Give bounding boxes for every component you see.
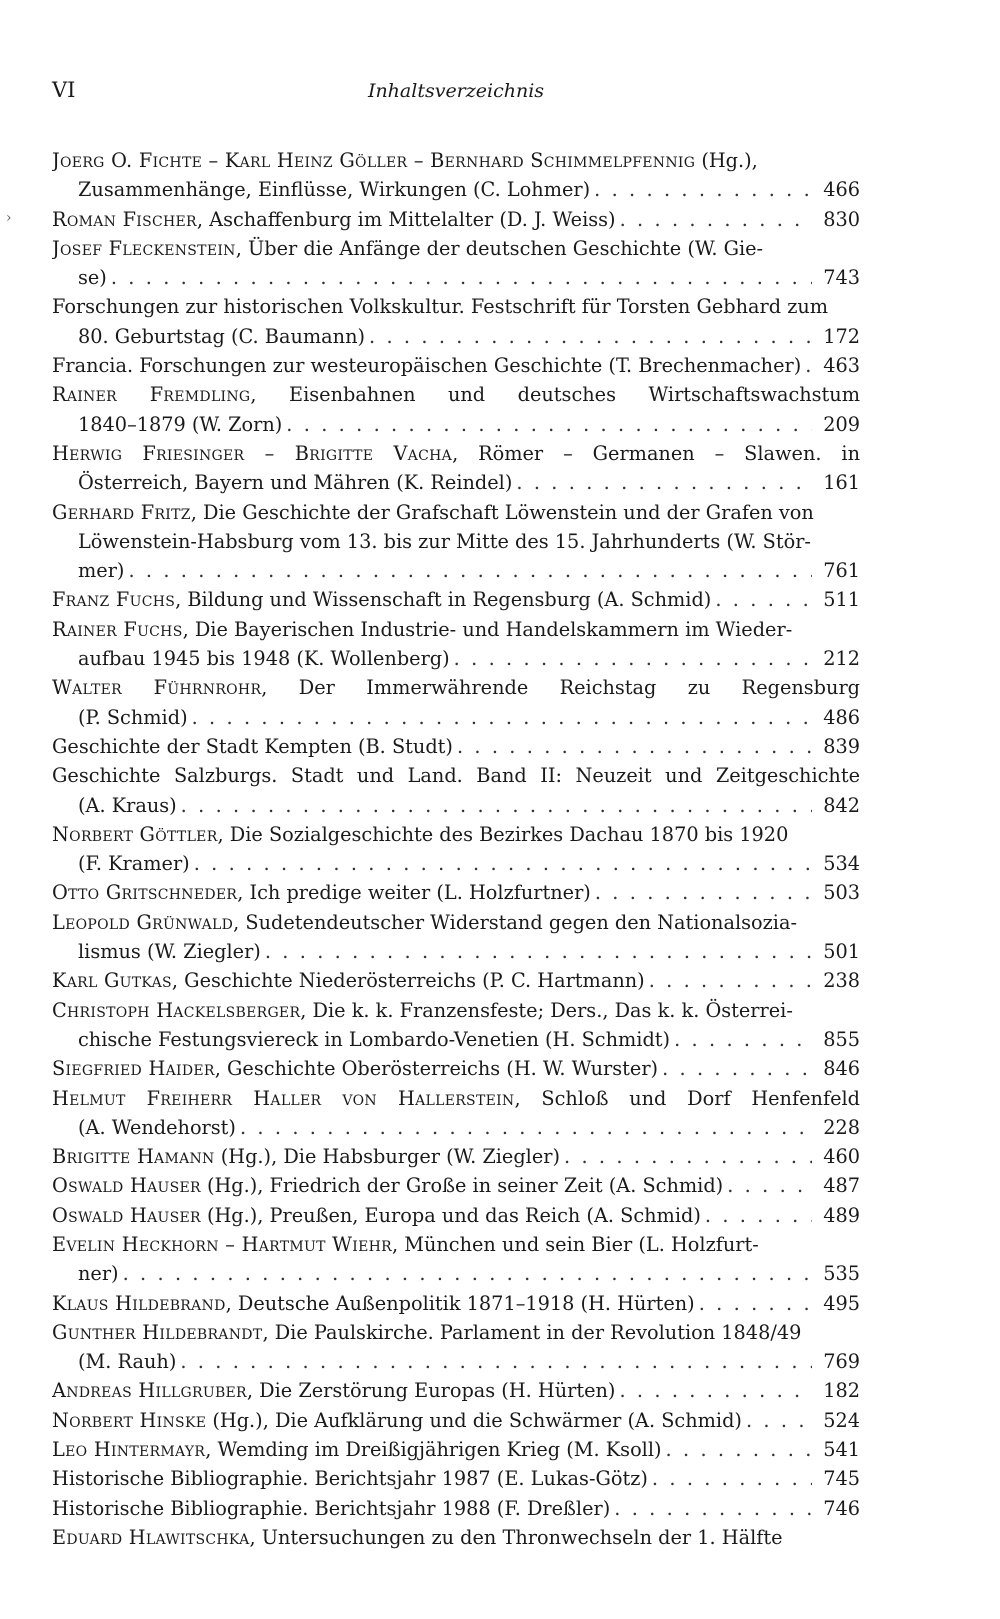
toc-entry — [52, 1084, 860, 1143]
entry-title: , Über die Anfänge der deutschen Geschichte (W. Gie- — [235, 236, 764, 260]
page-number: VI — [52, 78, 76, 102]
entry-title: Historische Bibliographie. Berichtsjahr 1987 (E. Lukas-Götz) — [52, 1467, 648, 1491]
toc-line — [52, 615, 860, 644]
entry-author: Gerhard Fritz — [52, 500, 191, 524]
page-ref: 830 — [823, 207, 860, 231]
dot-leader — [265, 937, 812, 966]
entry-title: , Schloß und Dorf Henfenfeld — [514, 1086, 860, 1110]
entry-title: (P. Schmid) — [78, 705, 188, 729]
entry-title: , Ich predige weiter (L. Holzfurtner) — [237, 881, 591, 905]
dot-leader — [192, 703, 812, 732]
toc-entry — [52, 380, 860, 439]
toc-entry — [52, 1406, 860, 1435]
page-ref: 486 — [823, 705, 860, 729]
entry-title: , Geschichte Niederösterreichs (P. C. Hartmann) — [171, 969, 645, 993]
entry-title: se) — [78, 266, 107, 290]
toc-line — [52, 263, 860, 292]
entry-title: 80. Geburtstag (C. Baumann) — [78, 324, 366, 348]
toc-line — [52, 175, 860, 204]
toc-entry — [52, 615, 860, 674]
dot-leader — [111, 263, 812, 292]
toc-line — [52, 1230, 860, 1259]
entry-author: Leopold Grünwald — [52, 910, 234, 934]
toc-line — [52, 1523, 860, 1552]
dot-leader — [594, 175, 812, 204]
toc-entry — [52, 1054, 860, 1083]
dot-leader — [674, 1025, 812, 1054]
page-ref: 228 — [823, 1115, 860, 1139]
entry-author: Herwig Friesinger – Brigitte Vacha — [52, 441, 453, 465]
toc-line — [52, 380, 860, 409]
page-ref: 238 — [823, 969, 860, 993]
page-ref: 541 — [823, 1438, 860, 1462]
toc-entry — [52, 234, 860, 293]
toc-entry — [52, 1289, 860, 1318]
dot-leader — [240, 1113, 812, 1142]
toc-entry — [52, 1171, 860, 1200]
entry-title: , Römer – Germanen – Slawen. in — [452, 441, 860, 465]
dot-leader — [454, 644, 812, 673]
entry-title: Zusammenhänge, Einflüsse, Wirkungen (C. Lohmer) — [78, 178, 591, 202]
toc-line — [52, 1054, 860, 1083]
entry-title: Geschichte Salzburgs. Stadt und Land. Band II: Neuzeit und Zeitgeschichte — [52, 764, 860, 788]
toc-entry — [52, 820, 860, 879]
toc-entry — [52, 1318, 860, 1377]
entry-title: Österreich, Bayern und Mähren (K. Reindel) — [78, 471, 513, 495]
toc-entry — [52, 966, 860, 995]
entry-text-group — [78, 263, 107, 292]
entry-title: (Hg.), Friedrich der Große in seiner Zeit (A. Schmid) — [200, 1174, 724, 1198]
toc-line — [52, 1289, 860, 1318]
entry-text-group — [78, 849, 190, 878]
entry-title: (Hg.), Die Habsburger (W. Ziegler) — [214, 1145, 560, 1169]
entry-text-group — [78, 703, 188, 732]
dot-leader — [286, 410, 812, 439]
entry-author: Christoph Hackelsberger — [52, 998, 301, 1022]
entry-text-group — [78, 322, 365, 351]
dot-leader — [457, 732, 812, 761]
dot-leader — [620, 205, 812, 234]
entry-title: , Aschaffenburg im Mittelalter (D. J. Weiss) — [196, 207, 616, 231]
toc-line — [52, 849, 860, 878]
toc-line — [52, 703, 860, 732]
entry-text-group — [78, 1259, 119, 1288]
entry-author: Klaus Hildebrand — [52, 1291, 226, 1315]
dot-leader — [181, 791, 812, 820]
toc-entry — [52, 439, 860, 498]
page-ref: 501 — [823, 940, 860, 964]
entry-title: , Bildung und Wissenschaft in Regensburg (A. Schmid) — [175, 588, 712, 612]
toc-line — [52, 732, 860, 761]
toc-line — [52, 527, 860, 556]
entry-author: Karl Gutkas — [52, 969, 172, 993]
dot-leader — [666, 1435, 812, 1464]
dot-leader — [746, 1406, 812, 1435]
entry-text-group — [52, 1054, 658, 1083]
dot-leader — [128, 556, 812, 585]
toc-entry — [52, 878, 860, 907]
entry-author: Rainer Fuchs — [52, 617, 183, 641]
toc-line — [52, 351, 860, 380]
entry-title: Löwenstein-Habsburg vom 13. bis zur Mitte des 15. Jahrhunderts (W. Stör- — [78, 529, 811, 553]
entry-text-group — [78, 937, 261, 966]
page-ref: 487 — [823, 1174, 860, 1198]
toc-line — [52, 1113, 860, 1142]
entry-text-group — [52, 205, 616, 234]
toc-line — [52, 468, 860, 497]
toc-entry — [52, 1376, 860, 1405]
toc-line — [52, 1259, 860, 1288]
entry-author: Leo Hintermayr — [52, 1438, 206, 1462]
toc-line — [52, 1347, 860, 1376]
entry-title: lismus (W. Ziegler) — [78, 940, 261, 964]
page-ref: 182 — [823, 1379, 860, 1403]
entry-author: Brigitte Hamann — [52, 1145, 215, 1169]
entry-text-group — [78, 1347, 176, 1376]
dot-leader — [652, 1464, 812, 1493]
dot-leader — [649, 966, 812, 995]
toc-entry — [52, 146, 860, 205]
toc-line — [52, 292, 860, 321]
dot-leader — [699, 1289, 812, 1318]
entry-text-group — [52, 351, 801, 380]
dot-leader — [369, 322, 812, 351]
dot-leader — [619, 1376, 812, 1405]
entry-text-group — [52, 966, 645, 995]
entry-author: Norbert Hinske — [52, 1408, 207, 1432]
entry-title: (A. Kraus) — [78, 793, 177, 817]
entry-title: chische Festungsviereck in Lombardo-Venetien (H. Schmidt) — [78, 1027, 671, 1051]
entry-title: , Der Immerwährende Reichstag zu Regensburg — [261, 676, 860, 700]
entry-text-group — [78, 791, 177, 820]
dot-leader — [715, 585, 812, 614]
toc-line — [52, 1318, 860, 1347]
entry-title: , Sudetendeutscher Widerstand gegen den Nationalsozia- — [233, 910, 797, 934]
entry-author: Roman Fischer — [52, 207, 197, 231]
page-ref: 172 — [823, 324, 860, 348]
running-title: Inhaltsverzeichnis — [367, 80, 545, 102]
entry-text-group — [52, 1171, 723, 1200]
margin-mark: › — [6, 210, 12, 226]
entry-text-group — [78, 1025, 670, 1054]
toc-entry — [52, 1142, 860, 1171]
dot-leader — [516, 468, 812, 497]
page-ref: 503 — [823, 881, 860, 905]
toc-line — [52, 1376, 860, 1405]
toc-line — [52, 761, 860, 790]
toc-entry — [52, 908, 860, 967]
entry-title: (Hg.), — [695, 149, 758, 172]
entry-title: (M. Rauh) — [78, 1350, 177, 1374]
toc-entry — [52, 673, 860, 732]
entry-title: , Die Geschichte der Grafschaft Löwenstein und der Grafen von — [190, 500, 814, 524]
entry-text-group — [52, 1406, 742, 1435]
page-ref: 746 — [823, 1496, 860, 1520]
entry-title: , Die Sozialgeschichte des Bezirkes Dachau 1870 bis 1920 — [217, 822, 789, 846]
page-ref: 161 — [823, 471, 860, 495]
toc-line — [52, 1435, 860, 1464]
page-ref: 839 — [823, 734, 860, 758]
entry-title: 1840–1879 (W. Zorn) — [78, 412, 283, 436]
entry-author: Walter Führnrohr — [52, 676, 262, 700]
entry-title: , Die Zerstörung Europas (H. Hürten) — [246, 1379, 616, 1403]
entry-text-group — [78, 644, 450, 673]
toc-entry — [52, 585, 860, 614]
toc-entry — [52, 205, 860, 234]
toc-entry — [52, 1201, 860, 1230]
entry-author: Oswald Hauser — [52, 1174, 201, 1198]
entry-title: (Hg.), Preußen, Europa und das Reich (A. Schmid) — [200, 1203, 701, 1227]
entry-author: Joerg O. Fichte – Karl Heinz Göller – Bernhard Schimmelpfennig — [52, 149, 696, 172]
toc-line — [52, 498, 860, 527]
entry-text-group — [52, 1201, 701, 1230]
entry-text-group — [52, 585, 711, 614]
toc-line — [52, 937, 860, 966]
dot-leader — [180, 1347, 812, 1376]
toc-entry — [52, 351, 860, 380]
entry-author: Rainer Fremdling — [52, 383, 251, 407]
toc-line — [52, 146, 860, 175]
toc-line — [52, 1025, 860, 1054]
entry-text-group — [52, 1142, 560, 1171]
toc-line — [52, 1171, 860, 1200]
page-ref: 466 — [823, 178, 860, 202]
entry-author: Eduard Hlawitschka — [52, 1525, 250, 1549]
toc-entry — [52, 732, 860, 761]
toc-line — [52, 791, 860, 820]
entry-author: Franz Fuchs — [52, 588, 176, 612]
entry-text-group — [78, 175, 590, 204]
toc-entry — [52, 1435, 860, 1464]
page-ref: 846 — [823, 1057, 860, 1081]
entry-title: , Deutsche Außenpolitik 1871–1918 (H. Hürten) — [225, 1291, 695, 1315]
toc-entry — [52, 1494, 860, 1523]
entry-title: Historische Bibliographie. Berichtsjahr 1988 (F. Dreßler) — [52, 1496, 611, 1520]
toc-line — [52, 996, 860, 1025]
entry-title: , München und sein Bier (L. Holzfurt- — [391, 1232, 759, 1256]
table-of-contents — [52, 146, 860, 1552]
toc-line — [52, 1142, 860, 1171]
dot-leader — [123, 1259, 812, 1288]
toc-line — [52, 1464, 860, 1493]
entry-text-group — [52, 1289, 695, 1318]
page-ref: 855 — [823, 1027, 860, 1051]
page-header — [52, 78, 860, 108]
entry-title: , Eisenbahnen und deutsches Wirtschaftswachstum — [250, 383, 860, 407]
entry-text-group — [78, 1113, 236, 1142]
entry-author: Otto Gritschneder — [52, 881, 238, 905]
toc-line — [52, 644, 860, 673]
entry-title: , Die k. k. Franzensfeste; Ders., Das k. k. Österrei- — [300, 998, 793, 1022]
toc-line — [52, 1494, 860, 1523]
toc-line — [52, 820, 860, 849]
page-ref: 511 — [823, 588, 860, 612]
entry-title: aufbau 1945 bis 1948 (K. Wollenberg) — [78, 647, 450, 671]
page-ref: 534 — [823, 852, 860, 876]
toc-line — [52, 410, 860, 439]
toc-line — [52, 205, 860, 234]
entry-author: Gunther Hildebrandt — [52, 1320, 263, 1344]
dot-leader — [662, 1054, 812, 1083]
entry-author: Evelin Heckhorn – Hartmut Wiehr — [52, 1232, 392, 1256]
toc-line — [52, 878, 860, 907]
page-ref: 209 — [823, 412, 860, 436]
toc-entry — [52, 292, 860, 351]
page-ref: 769 — [823, 1350, 860, 1374]
page-ref: 524 — [823, 1408, 860, 1432]
entry-title: , Die Paulskirche. Parlament in der Revolution 1848/49 — [262, 1320, 802, 1344]
entry-title: , Geschichte Oberösterreichs (H. W. Wurster) — [214, 1057, 659, 1081]
entry-author: Josef Fleckenstein — [52, 236, 236, 260]
entry-text-group — [78, 556, 124, 585]
dot-leader — [564, 1142, 812, 1171]
dot-leader — [705, 1201, 812, 1230]
page-ref: 460 — [823, 1145, 860, 1169]
dot-leader — [194, 849, 812, 878]
page-ref: 743 — [823, 266, 860, 290]
toc-line — [52, 908, 860, 937]
toc-line — [52, 322, 860, 351]
page-ref: 495 — [823, 1291, 860, 1315]
entry-title: ner) — [78, 1262, 119, 1286]
entry-author: Andreas Hillgruber — [52, 1379, 247, 1403]
page-ref: 745 — [823, 1467, 860, 1491]
toc-line — [52, 1406, 860, 1435]
entry-title: (Hg.), Die Aufklärung und die Schwärmer (A. Schmid) — [206, 1408, 742, 1432]
entry-text-group — [52, 1376, 615, 1405]
page-ref: 489 — [823, 1203, 860, 1227]
entry-author: Helmut Freiherr Haller von Hallerstein — [52, 1086, 515, 1110]
toc-entry — [52, 498, 860, 586]
entry-author: Oswald Hauser — [52, 1203, 201, 1227]
entry-title: (A. Wendehorst) — [78, 1115, 236, 1139]
entry-author: Siegfried Haider — [52, 1057, 215, 1081]
dot-leader — [595, 878, 812, 907]
entry-title: Francia. Forschungen zur westeuropäischen Geschichte (T. Brechenmacher) — [52, 354, 802, 378]
toc-line — [52, 1084, 860, 1113]
entry-text-group — [78, 410, 282, 439]
toc-entry — [52, 1523, 860, 1552]
page-ref: 463 — [823, 354, 860, 378]
entry-text-group — [52, 1464, 648, 1493]
entry-author: Norbert Göttler — [52, 822, 218, 846]
toc-line — [52, 556, 860, 585]
entry-title: Geschichte der Stadt Kempten (B. Studt) — [52, 734, 453, 758]
toc-entry — [52, 996, 860, 1055]
page-ref: 535 — [823, 1262, 860, 1286]
toc-line — [52, 439, 860, 468]
entry-text-group — [52, 878, 591, 907]
toc-line — [52, 585, 860, 614]
entry-text-group — [52, 1494, 610, 1523]
page-ref: 842 — [823, 793, 860, 817]
entry-title: mer) — [78, 559, 125, 583]
page-ref: 761 — [823, 559, 860, 583]
toc-line — [52, 966, 860, 995]
toc-entry — [52, 761, 860, 820]
page-ref: 212 — [823, 647, 860, 671]
entry-text-group — [78, 468, 512, 497]
entry-title: , Wemding im Dreißigjährigen Krieg (M. Ksoll) — [205, 1438, 662, 1462]
entry-text-group — [52, 1435, 662, 1464]
entry-title: Forschungen zur historischen Volkskultur. Festschrift für Torsten Gebhard zum — [52, 295, 829, 319]
dot-leader — [805, 351, 812, 380]
entry-title: , Untersuchungen zu den Thronwechseln der 1. Hälfte — [249, 1525, 783, 1549]
toc-entry — [52, 1464, 860, 1493]
entry-title: , Die Bayerischen Industrie- und Handelskammern im Wieder- — [182, 617, 793, 641]
toc-line — [52, 673, 860, 702]
toc-line — [52, 1201, 860, 1230]
dot-leader — [614, 1494, 812, 1523]
toc-entry — [52, 1230, 860, 1289]
toc-line — [52, 234, 860, 263]
dot-leader — [727, 1171, 812, 1200]
entry-text-group — [52, 732, 453, 761]
entry-title: (F. Kramer) — [78, 852, 190, 876]
